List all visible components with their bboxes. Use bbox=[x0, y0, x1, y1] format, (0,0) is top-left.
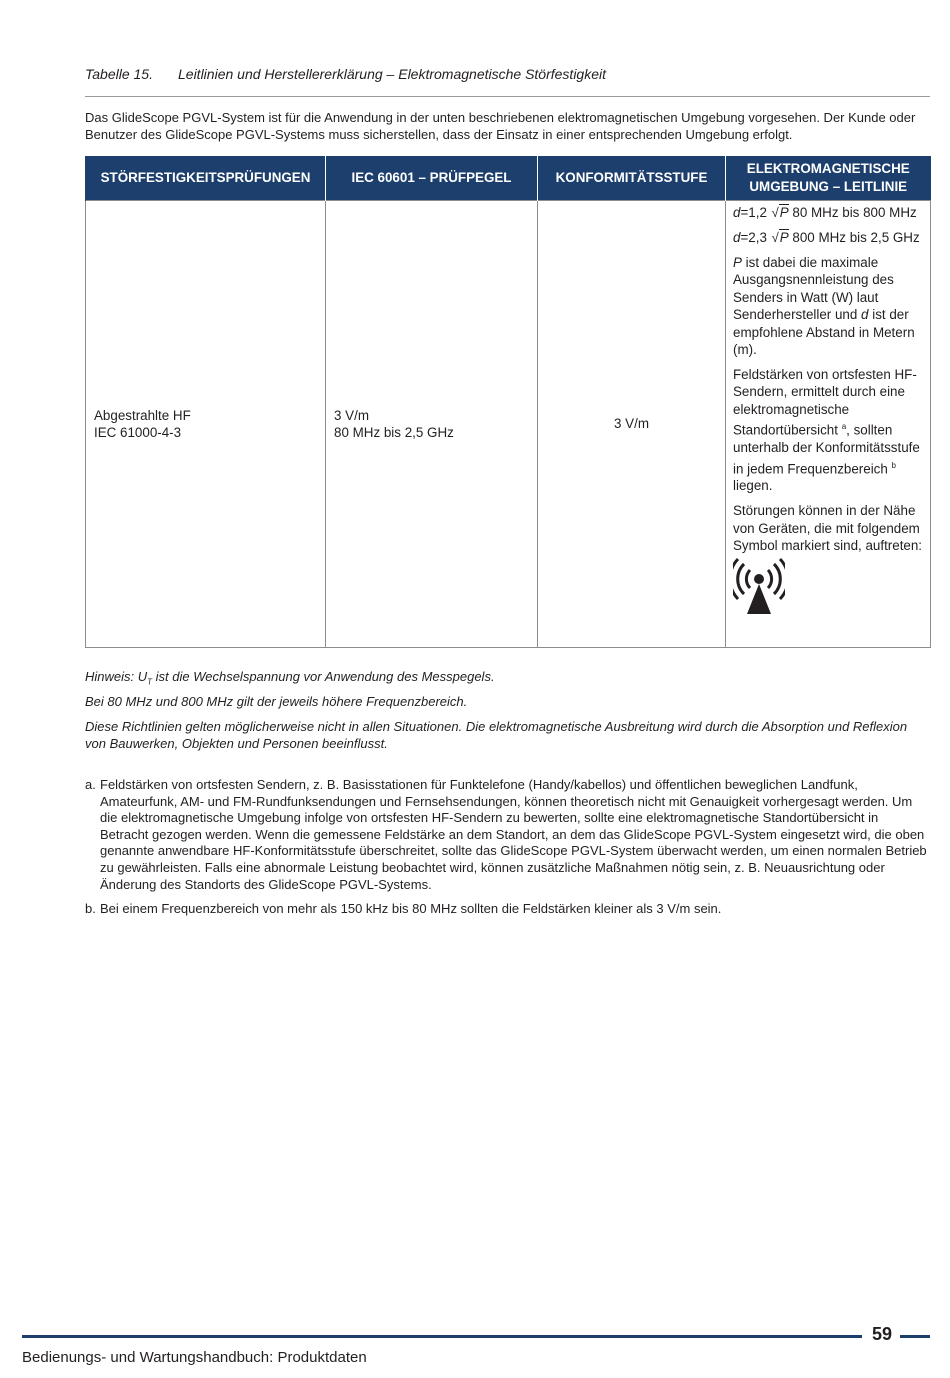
p-definition bbox=[733, 254, 923, 358]
field-sup-b: b bbox=[891, 460, 896, 470]
test-standard: IEC 61000-4-3 bbox=[94, 425, 182, 440]
test-name: Abgestrahlte HF bbox=[94, 407, 191, 423]
field-text-c: liegen. bbox=[733, 478, 773, 494]
formula-1-d: d bbox=[733, 205, 741, 220]
intro-paragraph: Das GlideScope PGVL-System ist für die Anwendung in der unten beschriebenen elektromagnetischen Umgebung vorgesehen. Der Kunde oder Benutzer des GlideScope PGVL-Systems muss sicherstellen, dass der Einsatz in einer entsprechenden Umgebung erfolgt. bbox=[85, 110, 916, 142]
note-frequency: Bei 80 MHz und 800 MHz gilt der jeweils höhere Frequenzbereich. bbox=[85, 694, 468, 709]
sqrt-symbol: √P bbox=[771, 230, 789, 245]
footnote-a bbox=[85, 777, 930, 893]
immunity-table bbox=[85, 156, 931, 648]
table-number: Tabelle 15. bbox=[85, 66, 153, 82]
field-strength-text bbox=[733, 366, 923, 495]
footnote-b-label: b. bbox=[85, 901, 96, 916]
header-test: STÖRFESTIGKEITSPRÜFUNGEN bbox=[86, 156, 326, 201]
formula-1-range: 80 MHz bis 800 MHz bbox=[788, 205, 917, 220]
field-text-b: , sollten unterhalb der Konformitätsstufe in jedem Frequenzbereich bbox=[733, 422, 920, 476]
formula-2 bbox=[733, 229, 923, 246]
formula-2-eq: =2,3 bbox=[740, 230, 771, 245]
cell-level bbox=[326, 201, 538, 648]
note-1-sub: T bbox=[147, 677, 153, 687]
footer-rule-right bbox=[900, 1335, 930, 1338]
note-guidelines: Diese Richtlinien gelten möglicherweise nicht in allen Situationen. Die elektromagnetische Ausbreitung wird durch die Absorption und Reflexion von Bauwerken, Objekten und Personen beeinflusst. bbox=[85, 719, 908, 751]
field-text-a: Feldstärken von ortsfesten HF-Sendern, ermittelt durch eine elektromagnetische Standortübersicht bbox=[733, 367, 917, 438]
footer-rule-left bbox=[22, 1335, 862, 1338]
p-def-d: d bbox=[861, 307, 869, 323]
note-hinweis bbox=[85, 668, 930, 691]
footnote-a-text: Feldstärken von ortsfesten Sendern, z. B. Basisstationen für Funktelefone (Handy/kabellos) und öffentlichen beweglichen Landfunk, Amateurfunk, AM- und FM-Rundfunksendungen und Fernsehsendungen, können theoretisch nicht mit Genauigkeit vorhergesagt werden. Um die elektromagnetische Umgebung infolge von ortsfesten HF-Sendern zu bewerten, sollte eine elektromagnetische Standortübersicht in Betracht gezogen werden. Wenn die gemessene Feldstärke an dem Standort, an dem das GlideScope PGVL-System eingesetzt wird, die oben genannte anwendbare HF-Konformitätsstufe überschreitet, sollte das GlideScope PGVL-System überwacht werden, um einen normalen Betrieb zu gewährleisten. Falls eine abnormale Leistung beobachtet wird, können zusätzliche Maßnahmen nötig sein, z. B. Neuausrichtung oder Änderung des Standorts des GlideScope PGVL-Systems. bbox=[100, 777, 927, 892]
level-value: 3 V/m bbox=[334, 407, 369, 423]
table-title: Leitlinien und Herstellererklärung – Elektromagnetische Störfestigkeit bbox=[178, 66, 606, 82]
footnote-a-label: a. bbox=[85, 777, 96, 792]
caption-rule bbox=[85, 96, 930, 97]
cell-test bbox=[86, 201, 326, 648]
formula-2-p: P bbox=[779, 230, 789, 245]
field-sup-a: a bbox=[841, 422, 847, 432]
table-row bbox=[86, 201, 931, 648]
non-ionizing-radiation-icon bbox=[733, 557, 785, 615]
table-caption bbox=[85, 66, 930, 82]
formula-1 bbox=[733, 204, 923, 221]
interference-text: Störungen können in der Nähe von Geräten, die mit folgendem Symbol markiert sind, auftreten: bbox=[733, 503, 923, 554]
formula-1-eq: =1,2 bbox=[740, 205, 771, 220]
note-1-a: Hinweis: U bbox=[85, 669, 148, 684]
footnote-b-text: Bei einem Frequenzbereich von mehr als 150 kHz bis 80 MHz sollten die Feldstärken kleiner als 3 V/m sein. bbox=[100, 901, 722, 916]
page-number: 59 bbox=[871, 1324, 893, 1344]
note-1-b: ist die Wechselspannung vor Anwendung des Messpegels. bbox=[152, 669, 495, 684]
p-def-text-a: ist dabei die maximale Ausgangsnennleistung des Senders in Watt (W) laut Senderhersteller und bbox=[733, 255, 894, 323]
footnote-b bbox=[85, 901, 930, 918]
formula-2-d: d bbox=[733, 230, 741, 245]
cell-compliance: 3 V/m bbox=[538, 201, 726, 648]
formula-2-range: 800 MHz bis 2,5 GHz bbox=[788, 230, 920, 245]
header-compliance: KONFORMITÄTSSTUFE bbox=[538, 156, 726, 201]
p-def-text-b: ist der empfohlene Abstand in Metern (m). bbox=[733, 307, 915, 358]
sqrt-symbol: √P bbox=[771, 205, 789, 220]
level-range: 80 MHz bis 2,5 GHz bbox=[334, 425, 454, 440]
formula-1-p: P bbox=[779, 205, 789, 220]
header-level: IEC 60601 – PRÜFPEGEL bbox=[326, 156, 538, 201]
header-guideline: ELEKTROMAGNETISCHE UMGEBUNG – LEITLINIE bbox=[726, 156, 931, 201]
cell-guideline bbox=[726, 201, 931, 648]
p-def-p: P bbox=[733, 255, 742, 270]
table-header-row bbox=[86, 156, 931, 201]
footer-title: Bedienungs- und Wartungshandbuch: Produktdaten bbox=[22, 1349, 367, 1366]
